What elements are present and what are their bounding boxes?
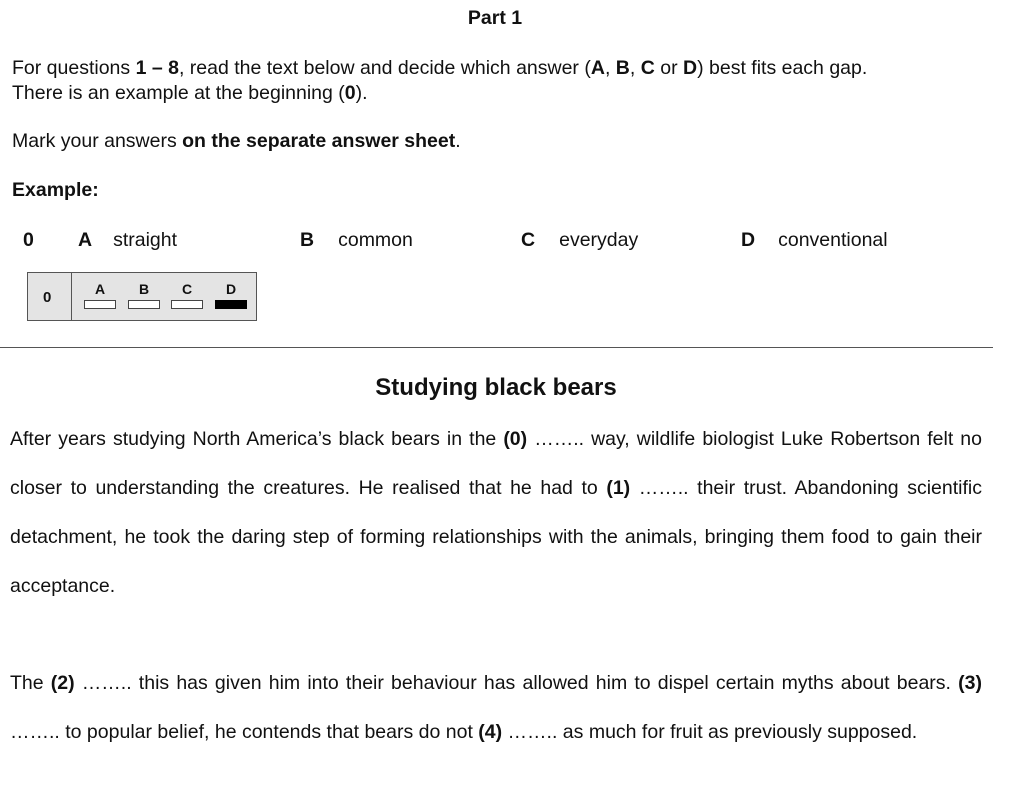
answer-bubble-a: A	[82, 281, 118, 309]
example-option-c: C everyday	[521, 229, 639, 251]
part-title: Part 1	[467, 7, 523, 29]
gap-2: (2)	[50, 672, 75, 694]
answer-box-divider	[71, 273, 72, 320]
answer-bubble-c: C	[169, 281, 205, 309]
section-divider	[0, 347, 993, 348]
instruction-line-3: Mark your answers on the separate answer sheet.	[12, 130, 461, 152]
answer-bubble-b: B	[126, 281, 162, 309]
answer-bubble-b-mark	[128, 300, 160, 309]
example-option-a: A straight	[78, 229, 178, 251]
story-paragraph-2: The (2) …….. this has given him into their behaviour has allowed him to dispel certain myths about bears. (3) …….. to popular belief, he contends that bears do not (4) …….. as much for fruit as previously supposed.	[10, 672, 982, 743]
gap-4: (4)	[478, 721, 503, 743]
gap-0: (0)	[503, 428, 528, 450]
answer-bubble-d: D	[213, 281, 249, 309]
story-paragraph-1: After years studying North America’s black bears in the (0) …….. way, wildlife biologist Luke Robertson felt no closer to understanding the creatures. He realised that he had to (1) …….. their trust. Abandoning scientific detachment, he took the daring step of forming relationships with the animals, bringing them food to gain their acceptance.	[10, 428, 982, 597]
gap-3: (3)	[958, 672, 982, 694]
instruction-line-2: There is an example at the beginning (0).	[12, 82, 368, 104]
example-option-d: D conventional	[741, 229, 888, 251]
answer-bubble-d-mark-filled	[215, 300, 247, 309]
gap-1: (1)	[606, 477, 631, 499]
answer-bubble-c-mark	[171, 300, 203, 309]
example-option-b: B common	[300, 229, 413, 251]
example-label: Example:	[12, 179, 99, 201]
instruction-line-1: For questions 1 – 8, read the text below and decide which answer (A, B, C or D) best fits each gap.	[12, 57, 868, 79]
answer-box-number: 0	[43, 289, 52, 306]
example-answer-box	[27, 272, 257, 321]
answer-bubble-a-mark	[84, 300, 116, 309]
example-question-number: 0	[23, 229, 34, 251]
story-title: Studying black bears	[375, 374, 617, 401]
